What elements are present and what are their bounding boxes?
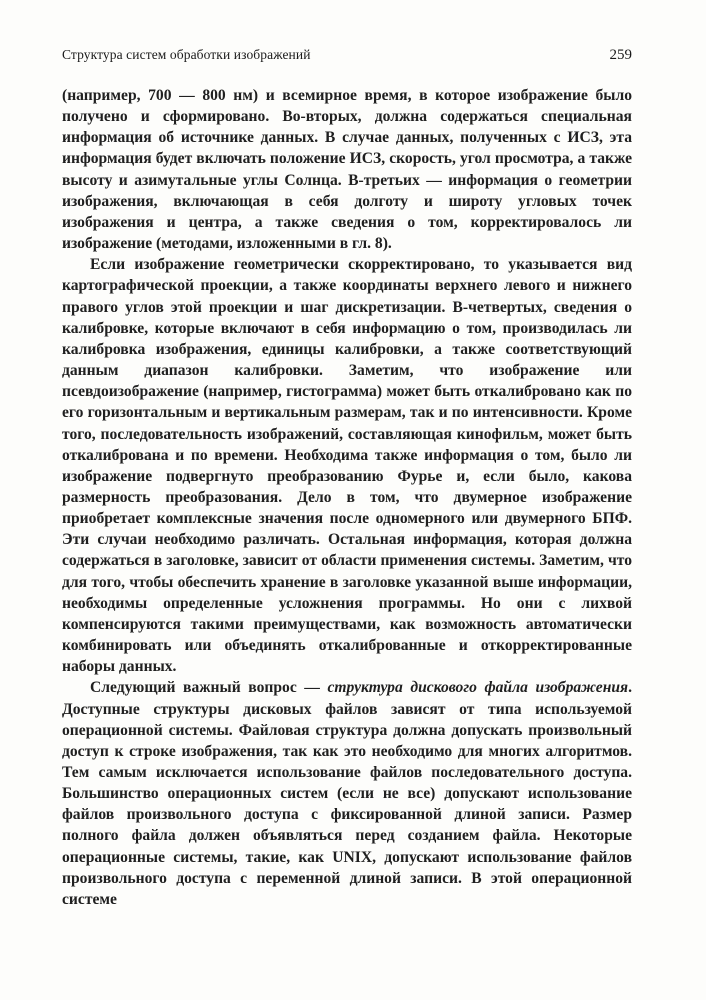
paragraph-3-lead: Следующий важный вопрос —: [90, 679, 328, 697]
body-text: [62, 85, 632, 910]
paragraph-1: (например, 700 — 800 нм) и всемирное время, в которое изображение было получено и сформировано. Во-вторых, должна содержаться специальная информация об источнике данных. В случае данных, полученных с ИСЗ, эта информация будет включать положение ИСЗ, скорость, угол просмотра, а также высоту и азимутальные углы Солнца. В-третьих — информация о геометрии изображения, включающая в себя долготу и широту угловых точек изображения и центра, а также сведения о том, корректировалось ли изображение (методами, изложенными в гл. 8).: [62, 87, 632, 253]
paragraph-2: Если изображение геометрически скорректировано, то указывается вид картографической проекции, а также координаты верхнего левого и нижнего правого углов этой проекции и шаг дискретизации. В-четвертых, сведения о калибровке, которые включают в себя информацию о том, производилась ли калибровка изображения, единицы калибровки, а также соответствующий данным диапазон калибровки. Заметим, что изображение или псевдоизображение (например, гистограмма) может быть откалибровано как по его горизонтальным и вертикальным размерам, так и по интенсивности. Кроме того, последовательность изображений, составляющая кинофильм, может быть откалибрована и по времени. Необходима также информация о том, было ли изображение подвергнуто преобразованию Фурье и, если было, какова размерность преобразования. Дело в том, что двумерное изображение приобретает комплексные значения после одномерного или двумерного БПФ. Эти случаи необходимо различать. Остальная информация, которая должна содержаться в заголовке, зависит от области применения системы. Заметим, что для того, чтобы обеспечить хранение в заголовке указанной выше информации, необходимы определенные усложнения программы. Но они с лихвой компенсируются такими преимуществами, как возможность автоматически комбинировать или объединять откалиброванные и откорректированные наборы данных.: [62, 256, 632, 676]
running-header: [62, 47, 632, 69]
page-number: 259: [609, 47, 632, 63]
emphasized-term: структура дискового файла изображения: [327, 679, 629, 697]
paragraph-3-body: . Доступные структуры дисковых файлов зависят от типа используемой операционной системы. Файловая структура должна допускать произвольный доступ к строке изображения, так как это необходимо для многих алгоритмов. Тем самым исключается использование файлов последовательного доступа. Большинство операционных систем (если не все) допускают использование файлов произвольного доступа с фиксированной длиной записи. Размер полного файла должен объявляться перед созданием файла. Некоторые операционные системы, такие, как UNIX, допускают использование файлов произвольного доступа с переменной длиной записи. В этой операционной системе: [62, 679, 632, 908]
chapter-title: Структура систем обработки изображений: [62, 47, 311, 62]
paragraph-3: [62, 677, 632, 910]
